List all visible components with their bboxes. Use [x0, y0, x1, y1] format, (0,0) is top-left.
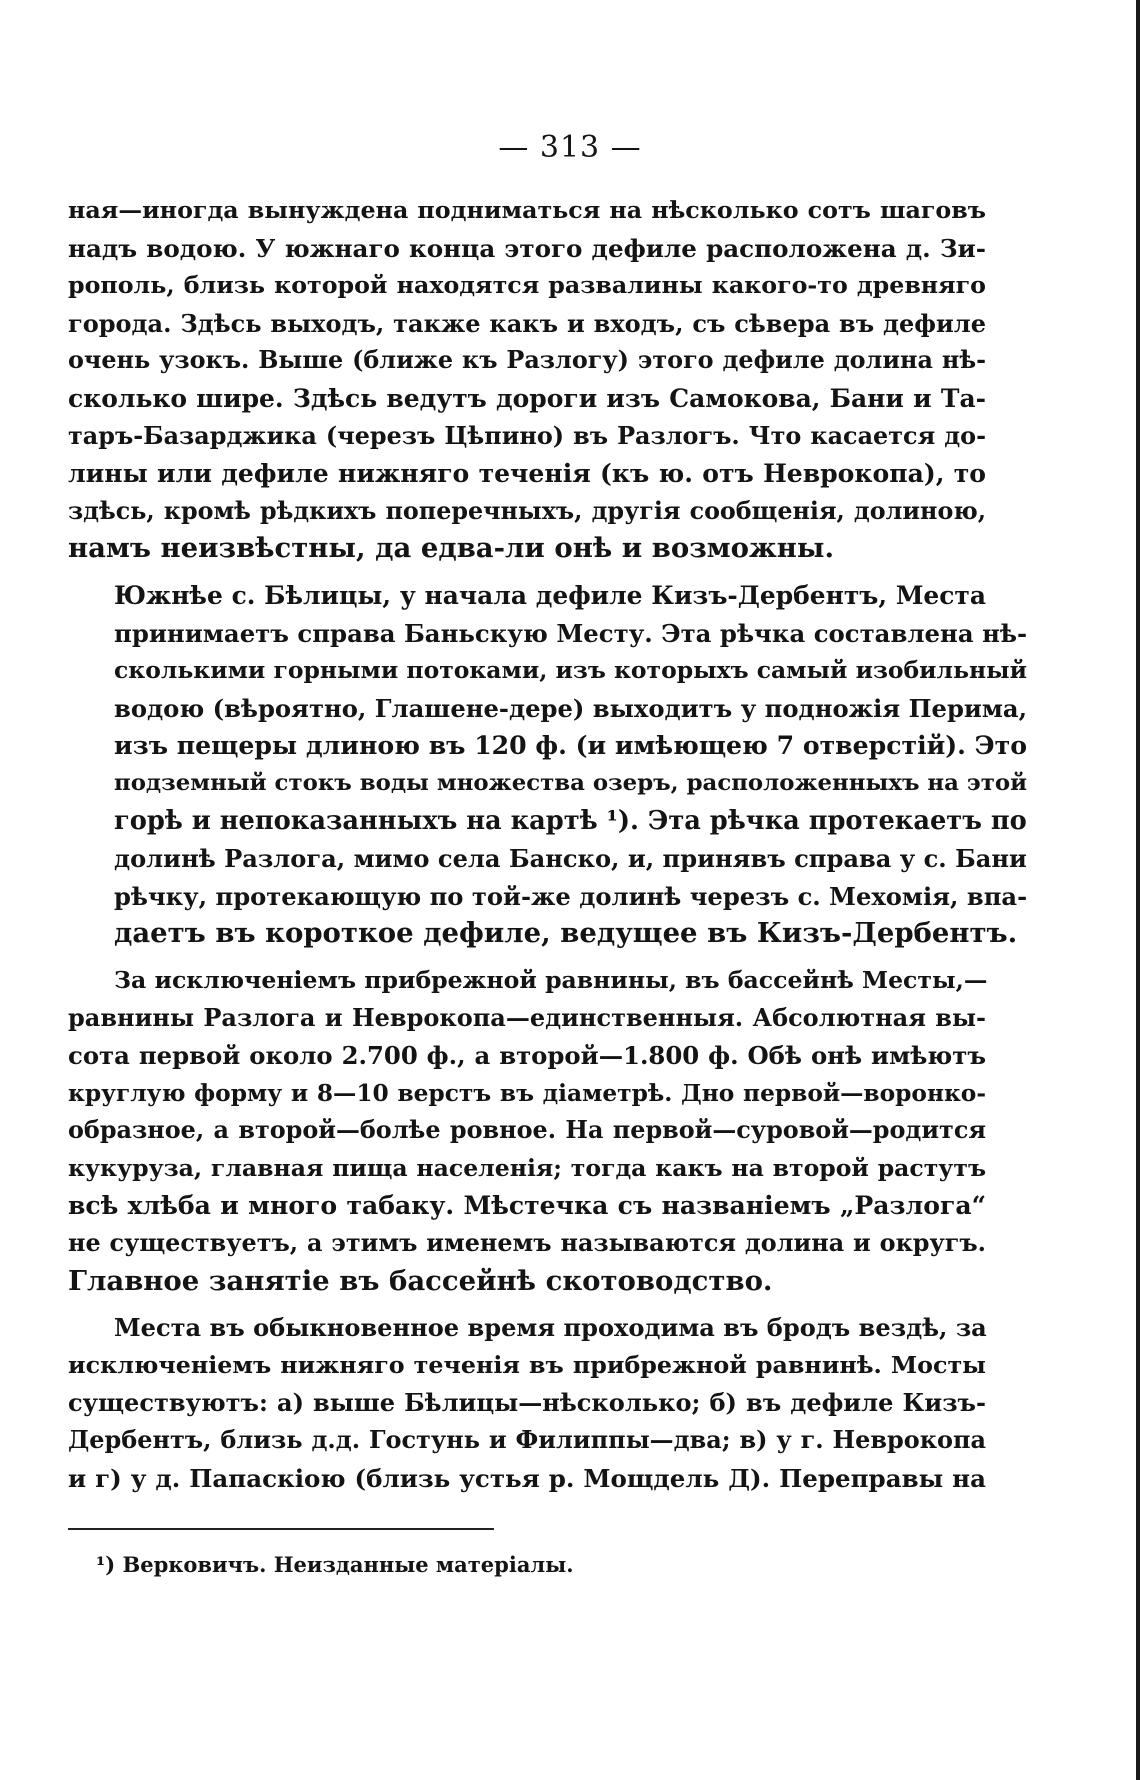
paragraph-1 — [68, 192, 986, 568]
text-line: рѣчку, протекающую по той-же долинѣ черезъ с. Мехомія, впа- — [114, 881, 1028, 911]
text-line: намъ неизвѣстны, да едва-ли онѣ и возможны. — [68, 532, 835, 565]
text-line: Главное занятіе въ бассейнѣ скотоводство. — [68, 1264, 773, 1297]
text-line: исключеніемъ нижняго теченія въ прибрежной равнинѣ. Мосты — [68, 1350, 986, 1379]
footnote-text: Верковичъ. Неизданные матеріалы. — [122, 1552, 574, 1577]
page-edge-line — [1136, 0, 1140, 1780]
text-line: сота первой около 2.700 ф., а второй—1.800 ф. Обѣ онѣ имѣютъ — [68, 1041, 986, 1071]
text-line: равнины Разлога и Неврокопа—единственныя. Абсолютная вы- — [68, 1003, 986, 1033]
text-line: круглую форму и 8—10 верстъ въ діаметрѣ. Дно первой—воронко- — [68, 1079, 986, 1107]
text-line: города. Здѣсь выходъ, также какъ и входъ, съ сѣвера въ дефиле — [68, 308, 986, 338]
text-line: Места въ обыкновенное время проходима въ бродъ вездѣ, за — [114, 1313, 987, 1343]
text-line: рополь, близь которой находятся развалины какого-то древняго — [68, 271, 986, 300]
text-line: изъ пещеры длиною въ 120 ф. (и имѣющею 7 отверстій). Это — [114, 730, 1028, 761]
body-text — [68, 192, 1028, 1497]
text-line: всѣ хлѣба и много табаку. Мѣстечка съ названіемъ „Разлога“ — [68, 1190, 986, 1221]
text-line: кукуруза, главная пища населенія; тогда какъ на второй растутъ — [68, 1153, 986, 1182]
footnote — [96, 1552, 574, 1577]
text-line: принимаетъ справа Баньскую Месту. Эта рѣчка составлена нѣ- — [114, 618, 1028, 648]
text-line: очень узокъ. Выше (ближе къ Разлогу) этого дефиле долина нѣ- — [68, 346, 986, 375]
text-line: сколько шире. Здѣсь ведутъ дороги изъ Самокова, Бани и Та- — [68, 383, 986, 413]
text-line: За исключеніемъ прибрежной равнины, въ бассейнѣ Месты,— — [114, 965, 988, 994]
text-line: не существуетъ, а этимъ именемъ называются долина и округъ. — [68, 1229, 986, 1258]
text-line: здѣсь, кромѣ рѣдкихъ поперечныхъ, другія сообщенія, долиною, — [68, 496, 986, 525]
text-line: надъ водою. У южнаго конца этого дефиле расположена д. Зи- — [68, 233, 986, 263]
text-line: даетъ въ короткое дефиле, ведущее въ Кизъ-Дербентъ. — [114, 917, 1018, 950]
text-line: лины или дефиле нижняго теченія (къ ю. отъ Неврокопа), то — [68, 458, 986, 489]
text-line: Дербентъ, близь д.д. Гостунь и Филиппы—два; в) у г. Неврокопа — [68, 1426, 986, 1454]
page-number: — 313 — — [498, 130, 642, 165]
text-line: существуютъ: а) выше Бѣлицы—нѣсколько; б) въ дефиле Кизъ- — [68, 1388, 986, 1418]
footnote-separator — [68, 1528, 494, 1530]
text-line: ная—иногда вынуждена подниматься на нѣсколько сотъ шаговъ — [68, 196, 986, 224]
text-line: Южнѣе с. Бѣлицы, у начала дефиле Кизъ-Дербентъ, Места — [114, 580, 986, 610]
paragraph-2 — [68, 577, 1028, 953]
text-line: таръ-Базарджика (черезъ Цѣпино) въ Разлогъ. Что касается до- — [68, 421, 986, 450]
text-line: водою (вѣроятно, Глашене-дере) выходитъ у подножія Перима, — [114, 693, 1028, 723]
footnote-mark: ¹) — [96, 1552, 116, 1577]
text-line: подземный стокъ воды множества озеръ, расположенныхъ на этой — [114, 769, 1028, 796]
text-line: долинѣ Разлога, мимо села Банско, и, принявъ справа у с. Бани — [114, 844, 1027, 874]
text-line: горѣ и непоказанныхъ на картѣ ¹). Эта рѣчка протекаетъ по — [114, 805, 1027, 836]
paragraph-3 — [68, 962, 986, 1300]
paragraph-4 — [68, 1309, 986, 1497]
text-line: и г) у д. Папаскіою (близь устья р. Мощдель Д). Переправы на — [68, 1463, 986, 1493]
text-line: образное, а второй—болѣе ровное. На первой—суровой—родится — [68, 1116, 986, 1145]
text-line: сколькими горными потоками, изъ которыхъ самый изобильный — [114, 656, 1028, 685]
